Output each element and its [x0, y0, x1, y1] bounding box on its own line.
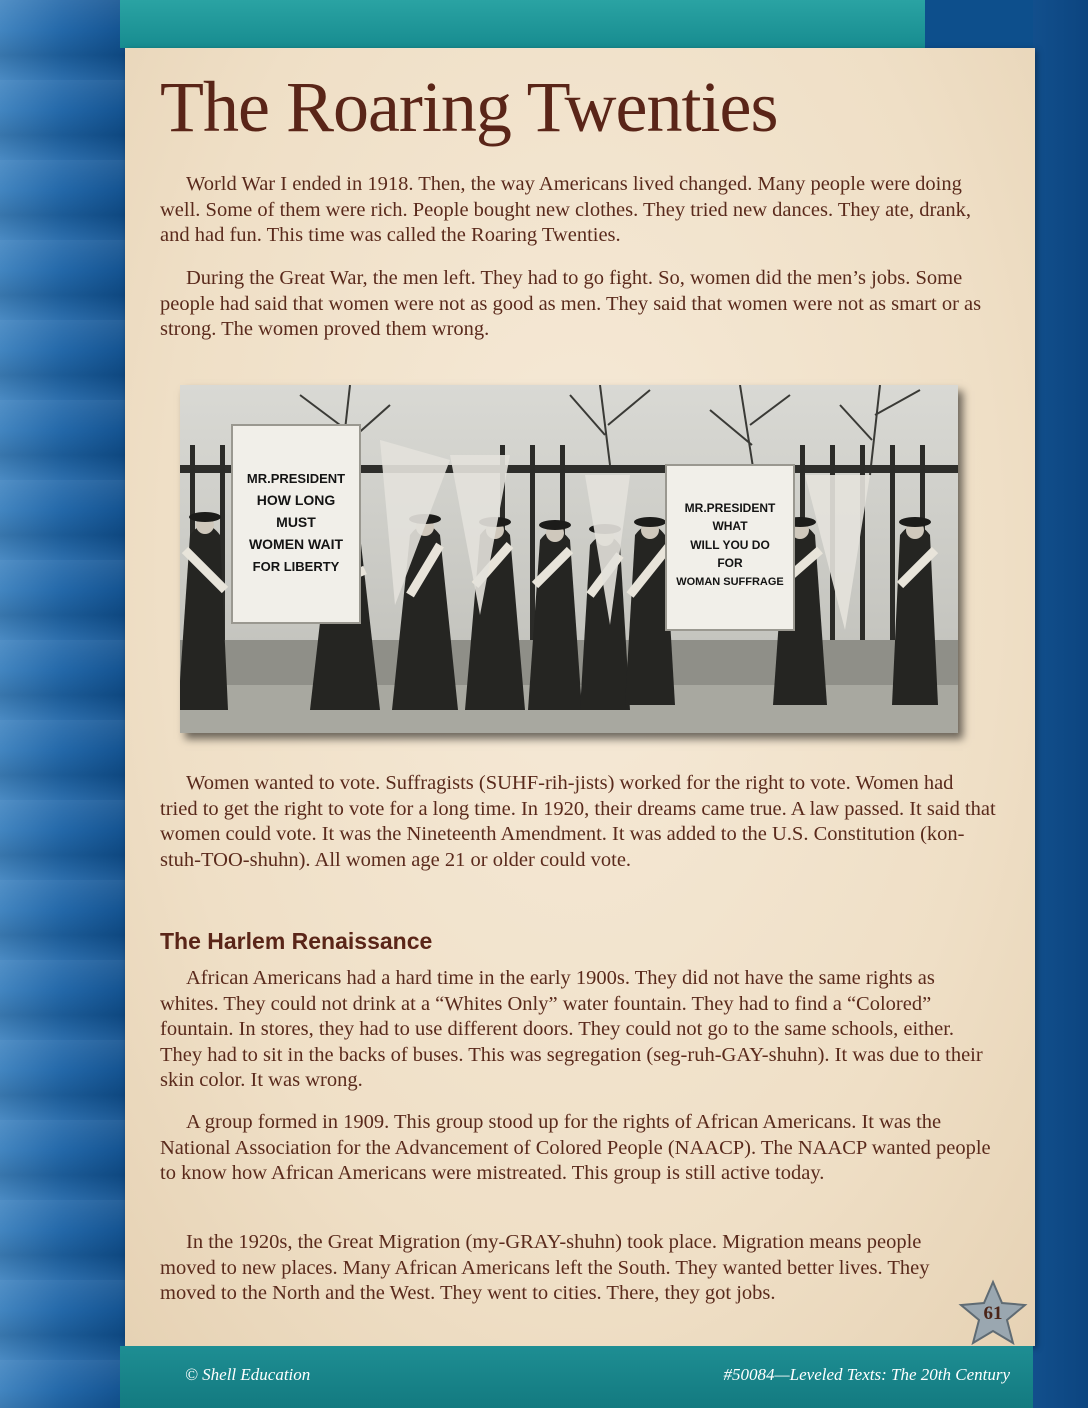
banner-right-line-4: FOR: [717, 556, 743, 570]
banner-left-line-4: WOMEN WAIT: [248, 536, 344, 552]
section-heading: The Harlem Renaissance: [160, 928, 433, 954]
banner-left-line-3: MUST: [276, 514, 316, 530]
page-title: The Roaring Twenties: [160, 67, 778, 147]
footer-copyright: © Shell Education: [185, 1365, 311, 1384]
paragraph-3: Women wanted to vote. Suffragists (SUHF-rih-jists) worked for the right to vote. Women had tried to get the right to vote for a long time. In 1920, their dreams came true. A law passed. It said that women could vote. It was the Nineteenth Amendment. It was added to the U.S. Constitution (kon-stuh-TOO-shuhn). All women age 21 or older could vote.: [160, 772, 996, 871]
footer-book-title: #50084—Leveled Texts: The 20th Century: [723, 1365, 1010, 1384]
banner-right-line-3: WILL YOU DO: [690, 538, 770, 552]
paragraph-2: During the Great War, the men left. They had to go fight. So, women did the men’s jobs. Some people had said that women were not as good as men. They said that women were not as smart or as strong. The women proved them wrong.: [160, 267, 982, 341]
banner-left-line-2: HOW LONG: [256, 492, 336, 508]
paragraph-6: In the 1920s, the Great Migration (my-GRAY-shuhn) took place. Migration means people moved to new places. Many African Americans left the South. They wanted better lives. They moved to the North and the West. They went to cities. There, they got jobs.: [160, 1231, 930, 1305]
page-number-star: [958, 1278, 1028, 1348]
paragraph-5: A group formed in 1909. This group stood up for the rights of African Americans. It was the National Association for the Advancement of Colored People (NAACP). The NAACP wanted people to know how African Americans were mistreated. This group is still active today.: [160, 1111, 991, 1185]
banner-left-line-1: MR.PRESIDENT: [246, 471, 346, 486]
banner-right-line-1: MR.PRESIDENT: [684, 501, 776, 515]
paragraph-1: World War I ended in 1918. Then, the way Americans lived changed. Many people were doing well. Some of them were rich. People bought new clothes. They tried new dances. They ate, drank, and had fun. This time was called the Roaring Twenties.: [160, 173, 972, 247]
left-striped-border: [0, 0, 125, 1408]
banner-right-line-5: WOMAN SUFFRAGE: [676, 576, 784, 588]
paragraph-4: African Americans had a hard time in the early 1900s. They did not have the same rights as whites. They could not drink at a “Whites Only” water fountain. They had to find a “Colored” fountain. In stores, they had to use different doors. They could not go to the same schools, either. They had to sit in the backs of buses. This was segregation (seg-ruh-GAY-shuhn). It was due to their skin color. It was wrong.: [160, 967, 983, 1092]
top-teal-band: [120, 0, 925, 48]
page-number: 61: [983, 1303, 1003, 1324]
right-border: [1033, 0, 1088, 1408]
suffragist-photo: [180, 385, 958, 733]
banner-right-line-2: WHAT: [712, 519, 748, 533]
banner-left-line-5: FOR LIBERTY: [252, 559, 340, 574]
